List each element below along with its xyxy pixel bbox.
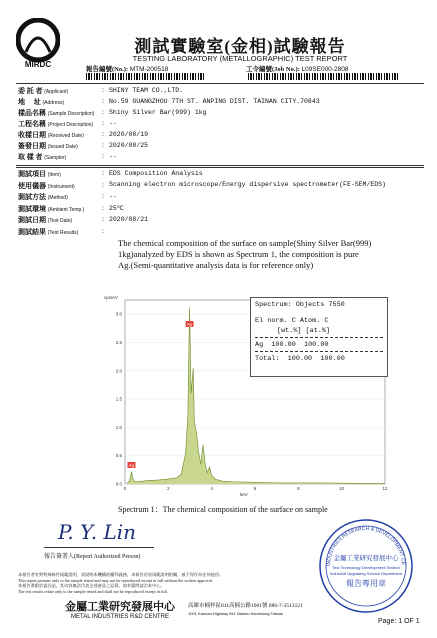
- x-tick-label: 12: [382, 486, 388, 491]
- row-wt: 100.00: [271, 341, 296, 349]
- x-tick-label: 10: [339, 486, 345, 491]
- job-no-value: L09SE000-2808: [301, 66, 349, 73]
- y-tick-label: 0.0: [115, 481, 122, 487]
- field-label-en: (Test Date): [47, 218, 73, 224]
- test_fields-label-1: [18, 181, 75, 191]
- test_fields-label-5: [18, 227, 78, 237]
- field-label-zh: 簽發日期: [18, 142, 46, 150]
- x-tick-label: 6: [253, 486, 257, 491]
- field-colon: :: [102, 86, 104, 94]
- report-no-value: MTM-200518: [129, 66, 169, 73]
- divider-mid: [16, 165, 424, 168]
- field-label-en: (Sampler): [44, 155, 67, 161]
- y-tick-label: 1.5: [115, 396, 122, 402]
- stamp-line2: Industrial Upgrading Service Department: [329, 571, 403, 576]
- stamp-zh2: 報告專用章: [346, 579, 386, 588]
- field-label-en: (Method): [47, 195, 68, 201]
- field-label-en: (Applicant): [44, 89, 69, 95]
- field-colon: :: [102, 119, 104, 127]
- fields-label-5: [18, 141, 78, 151]
- field-colon: :: [102, 192, 104, 200]
- page-number: Page: 1 OF 1: [378, 618, 420, 625]
- fields-value-0: SHINY TEAM CO.,LTD.: [109, 86, 184, 94]
- total-wt: 100.00: [287, 355, 313, 363]
- field-colon: :: [102, 226, 104, 235]
- spectrum-rule-2: [255, 351, 383, 352]
- field-label-en: (Item): [47, 172, 61, 178]
- spectrum-rule: [255, 337, 383, 338]
- fields-label-1: [18, 97, 64, 107]
- footer-org-en: METAL INDUSTRIES R&D CENTRE: [70, 614, 169, 620]
- result-line-1: The chemical composition of the surface on sample(Shiny Silver Bar(999): [118, 238, 372, 248]
- fields-label-2: [18, 108, 94, 118]
- field-colon: :: [102, 141, 104, 149]
- job-no-label: 工令編號(Job No.):: [246, 66, 300, 73]
- test_fields-label-2: [18, 192, 68, 202]
- field-label-en: (Received Date): [47, 133, 84, 139]
- fields-value-2: Shiny Silver Bar(999) 1kg: [109, 108, 207, 116]
- spectrum-row-ag: [255, 340, 383, 350]
- test_fields-value-2: --: [109, 192, 117, 200]
- field-colon: :: [102, 97, 104, 105]
- stamp-arc-text: INDUSTRIES RESEARCH & DEVELOPMENT CE: [325, 525, 407, 567]
- field-colon: :: [102, 180, 104, 189]
- signature: P. Y. Lin: [58, 520, 137, 544]
- job-no-row: [246, 64, 348, 73]
- divider-top: [16, 83, 424, 84]
- test_fields-label-3: [18, 204, 84, 214]
- fields-value-4: 2020/08/19: [109, 130, 149, 138]
- footer-org-zh: 金屬工業研究發展中心: [65, 601, 175, 613]
- test_fields-label-4: [18, 215, 72, 225]
- field-colon: :: [102, 215, 104, 223]
- stamp-zh1: 金屬工業研究發展中心: [333, 554, 399, 562]
- y-tick-label: 2.5: [115, 339, 122, 345]
- x-tick-label: 4: [210, 486, 213, 491]
- result-line-3: Ag.(Semi-quantitative analysis data is for reference only): [118, 260, 314, 270]
- result-line-2: 1kg)analyzed by EDS is shown as Spectrum 1, the composition is pure: [118, 249, 359, 259]
- signatory-label: 報告簽署人(Report Authorized Person): [44, 554, 141, 560]
- report-no-row: [86, 64, 168, 73]
- total-at: 100.00: [320, 355, 345, 363]
- fields-label-6: [18, 152, 66, 162]
- field-label-en: (Issued Date): [47, 144, 78, 150]
- field-label-en: (Address): [42, 100, 65, 106]
- row-element: Ag: [255, 341, 264, 349]
- y-axis-label: cps/eV: [104, 295, 118, 300]
- result-text: [118, 238, 371, 271]
- fields-value-3: --: [109, 119, 117, 127]
- field-label-zh: 測試結果: [18, 227, 46, 236]
- notes: [18, 572, 318, 594]
- test_fields-value-4: 2020/08/21: [109, 215, 149, 223]
- logo-text: MIRDC: [24, 60, 52, 68]
- job-no-barcode: [248, 73, 398, 80]
- note-2: This report pertains only to the sample tested and may not be reproduced except in full without the written approval.: [18, 577, 213, 583]
- y-tick-label: 0.5: [115, 453, 122, 459]
- report-title-zh: 測試實驗室(金相)試驗報告: [134, 37, 346, 56]
- field-colon: :: [102, 108, 104, 116]
- field-label-zh: 地 址: [18, 98, 41, 106]
- field-label-en: (Instrument): [47, 183, 75, 190]
- field-label-zh: 測試環境: [18, 204, 46, 213]
- stamp-line1: Test Technology Development Section: [332, 565, 400, 570]
- field-label-zh: 測試方法: [18, 193, 46, 201]
- signature-line: [44, 547, 154, 548]
- footer-address-zh: 高雄市楠梓區811高楠公路1001號 886-7-3513121: [188, 603, 303, 609]
- test_fields-value-0: EDS Composition Analysis: [109, 169, 203, 177]
- note-1: 本報告者有對特殊條件規範說明，須說明本機構的權利義務，本報告若依規範說明相關，被不得作為任何他用。: [18, 572, 224, 577]
- field-colon: :: [102, 169, 104, 177]
- row-at: 100.00: [304, 341, 329, 349]
- field-label-zh: 測試項目: [18, 170, 46, 178]
- field-label-zh: 工程名稱: [18, 120, 46, 128]
- spectrum-result-box: [250, 297, 388, 377]
- spectrum-header-2: [wt.%] [at.%]: [277, 327, 331, 335]
- fields-value-1: No.59 GUANGZHOU 7TH ST. ANPING DIST. TAINAN CITY.70843: [109, 97, 320, 105]
- test_fields-value-3: 25℃: [109, 205, 125, 212]
- fields-value-5: 2020/08/25: [109, 141, 149, 149]
- field-colon: :: [102, 130, 104, 138]
- peak-label: Ag: [129, 462, 134, 468]
- field-label-en: (Ambient Temp.): [47, 206, 85, 213]
- field-label-en: (Test Results): [47, 229, 79, 236]
- field-colon: :: [102, 152, 104, 160]
- x-tick-label: 8: [297, 486, 300, 491]
- field-label-en: (Project Description): [47, 122, 94, 128]
- x-tick-label: 2: [167, 486, 170, 491]
- field-label-zh: 測試日期: [18, 216, 46, 224]
- test_fields-label-0: [18, 169, 61, 179]
- total-label: Total:: [255, 355, 280, 363]
- test_fields-value-1: Scanning electron microscope/Energy dispersive spectrometer(FE-SEM/EDS): [109, 181, 386, 188]
- field-label-zh: 取 樣 者: [18, 153, 43, 161]
- peak-label: Ag: [187, 321, 193, 327]
- field-label-zh: 委 託 者: [18, 87, 43, 95]
- footer-org: [60, 598, 180, 620]
- footer-address: [188, 602, 303, 618]
- note-4: The test results relate only to the sample tested and shall not be reproduced except in full.: [18, 588, 168, 594]
- field-label-en: (Sample Description): [47, 111, 95, 117]
- x-axis-label: keV: [240, 492, 248, 497]
- fields-label-4: [18, 130, 84, 140]
- report-no-label: 報告編號(No.):: [86, 66, 129, 73]
- report-no-barcode: [86, 73, 206, 80]
- field-label-zh: 使用儀器: [18, 181, 46, 190]
- fields-label-3: [18, 119, 93, 129]
- y-tick-label: 1.0: [115, 424, 122, 430]
- fields-value-6: --: [109, 152, 117, 160]
- spectrum-header-1: El norm. C Atom. C: [255, 317, 329, 325]
- fields-label-0: [18, 86, 68, 96]
- y-tick-label: 2.0: [115, 368, 122, 374]
- report-title-en: TESTING LABORATORY (METALLOGRAPHIC) TEST REPORT: [132, 54, 348, 63]
- x-tick-label: 0: [123, 486, 127, 491]
- y-tick-label: 3.0: [115, 311, 122, 317]
- field-label-zh: 收樣日期: [18, 131, 46, 139]
- field-colon: :: [102, 203, 104, 212]
- spectrum-total-row: [255, 354, 383, 364]
- mirdc-logo: [16, 18, 60, 68]
- official-stamp: [318, 518, 414, 614]
- field-label-zh: 樣品名稱: [18, 109, 46, 117]
- note-3: 本報告書限於委託品，其內容無法代表全部產品之品質。如有疑問請洽本中心。: [18, 583, 165, 588]
- spectrum-caption: Spectrum 1：The chemical composition of the surface on sample: [118, 505, 328, 514]
- footer-address-en: 1001 Kaonan Highway 811 Nantzu Kaohsiung Taiwan: [188, 611, 284, 616]
- spectrum-title: Spectrum: Objects 7550: [255, 301, 345, 309]
